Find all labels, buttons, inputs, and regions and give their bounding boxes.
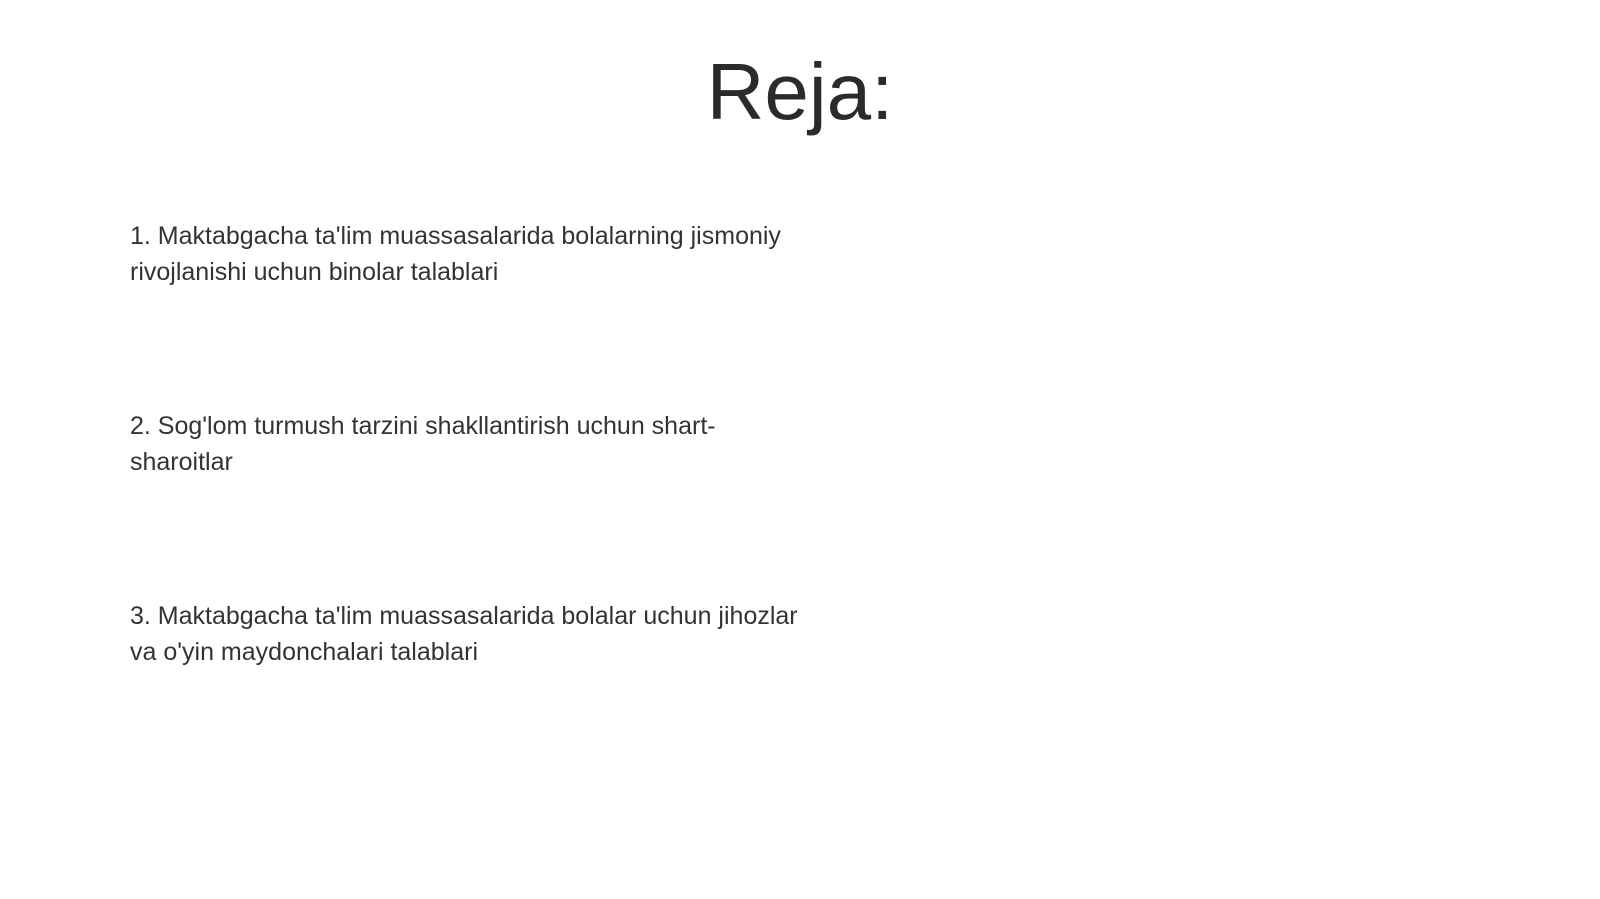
plan-item-1: 1. Maktabgacha ta'lim muassasalarida bolalarning jismoniy rivojlanishi uchun binolar talablari [130, 222, 781, 286]
slide-title: Reja: [706, 47, 894, 136]
plan-item-2: 2. Sog'lom turmush tarzini shakllantirish uchun shart-sharoitlar [130, 412, 716, 476]
plan-item-3: 3. Maktabgacha ta'lim muassasalarida bolalar uchun jihozlar va o'yin maydonchalari talablari [130, 602, 798, 666]
